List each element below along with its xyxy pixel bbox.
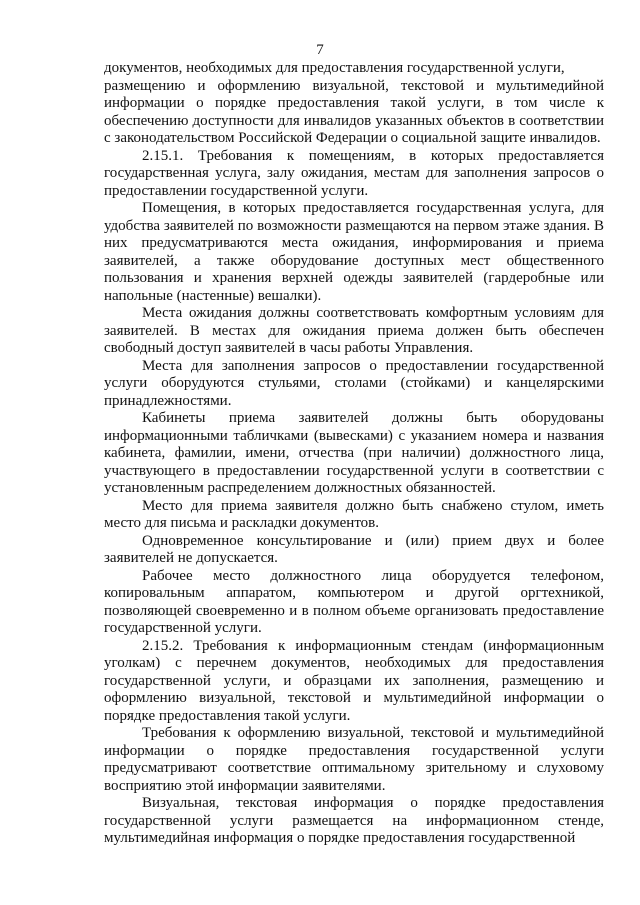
paragraph-4: Помещения, в которых предоставляется государственная услуга, для удобства заявителей по возможности размещаются на первом этаже здания. В них предусматриваются места ожидания, информирования и приема заявителей, а также оборудование доступных мест общественного пользования и хранения верхней одежды заявителей (гардеробные или напольные (настенные) вешалки). — [104, 200, 604, 304]
paragraph-5: Места ожидания должны соответствовать комфортным условиям для заявителей. В местах для ожидания приема должен быть обеспечен свободный доступ заявителей в часы работы Управления. — [104, 305, 604, 356]
paragraph-10: Рабочее место должностного лица оборудуется телефоном, копировальным аппаратом, компьютером и другой оргтехникой, позволяющей своевременно и в полном объеме организовать предоставление государственной услуги. — [104, 567, 604, 636]
page-number: 7 — [316, 42, 324, 58]
paragraph-1: документов, необходимых для предоставления государственной услуги, — [104, 60, 565, 76]
paragraph-9: Одновременное консультирование и (или) прием двух и более заявителей не допускается. — [104, 532, 604, 566]
paragraph-8: Место для приема заявителя должно быть снабжено стулом, иметь место для письма и раскладки документов. — [104, 497, 604, 531]
document-body — [104, 60, 604, 848]
paragraph-3: 2.15.1. Требования к помещениям, в которых предоставляется государственная услуга, залу ожидания, местам для заполнения запросов о предоставлении государственной услуги. — [104, 147, 604, 199]
paragraph-6: Места для заполнения запросов о предоставлении государственной услуги оборудуются стульями, столами (стойками) и канцелярскими принадлежностями. — [104, 357, 604, 409]
paragraph-12: Требования к оформлению визуальной, текстовой и мультимедийной информации о порядке предоставления государственной услуги предусматривают соответствие оптимальному зрительному и слуховому восприятию этой информации заявителями. — [104, 725, 604, 794]
paragraph-2: размещению и оформлению визуальной, текстовой и мультимедийной информации о порядке предоставления такой услуги, в том числе к обеспечению доступности для инвалидов указанных объектов в соответствии с законодательством Российской Федерации о социальной защите инвалидов. — [104, 77, 604, 146]
paragraph-11: 2.15.2. Требования к информационным стендам (информационным уголкам) с перечнем документов, необходимых для предоставления государственной услуги, и образцами их заполнения, размещению и оформлению визуальной, текстовой и мультимедийной информации о порядке предоставления такой услуги. — [104, 637, 604, 724]
paragraph-7: Кабинеты приема заявителей должны быть оборудованы информационными табличками (вывесками) с указанием номера и названия кабинета, фамилии, имени, отчества (при наличии) должностного лица, участвующего в предоставлении государственной услуги в соответствии с установленным распределением должностных обязанностей. — [104, 410, 604, 496]
paragraph-13: Визуальная, текстовая информация о порядке предоставления государственной услуги размещается на информационном стенде, мультимедийная информация о порядке предоставления государственной — [104, 795, 604, 846]
